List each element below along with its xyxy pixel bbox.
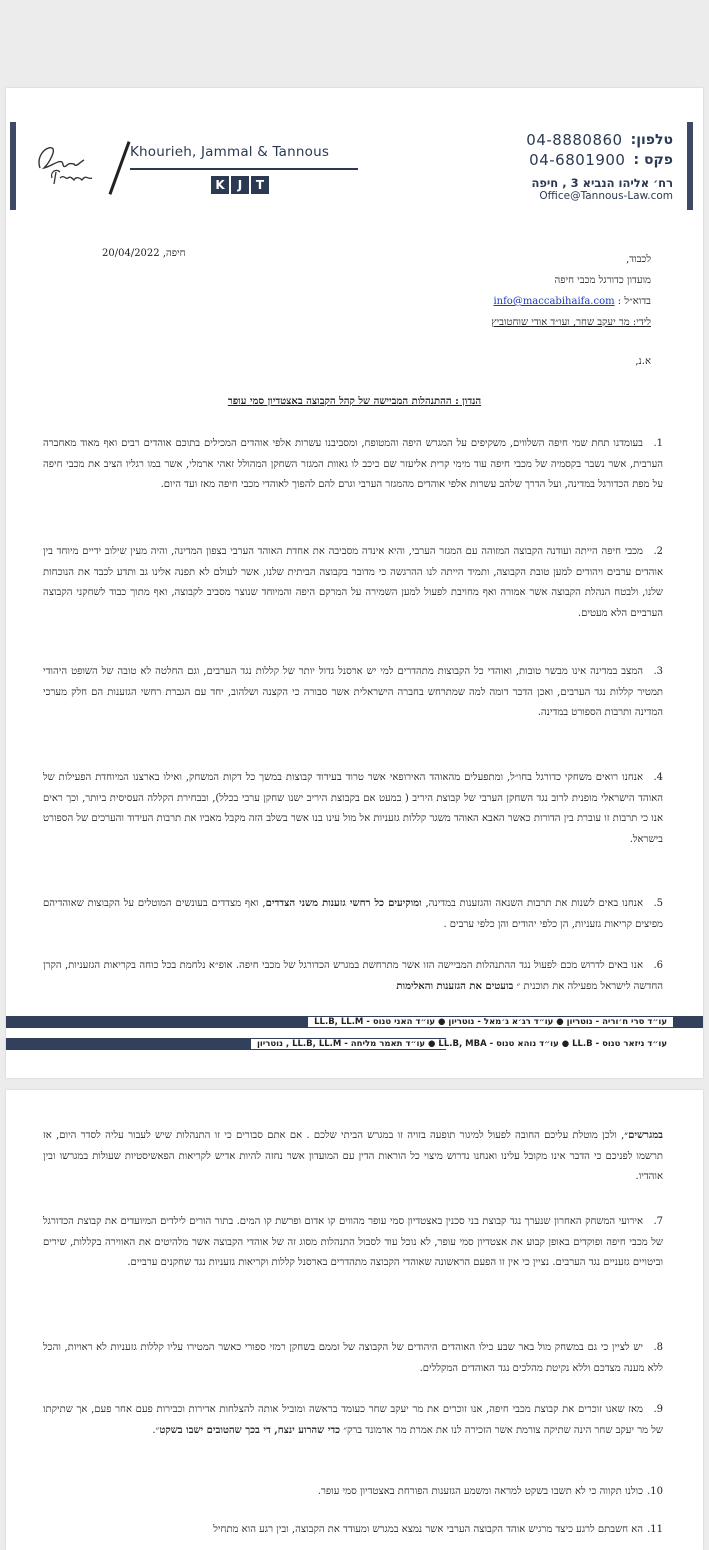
letter-subject: הנדון : ההתנהלות המביישה של קהל הקבוצה באצטדיון סמי עופר bbox=[227, 396, 482, 407]
paragraph-number: 11. bbox=[647, 1524, 663, 1535]
paragraph-text: הא חשבתם לרגע כיצד מרגיש אוהד הקבוצה הערבי אשר נמצא במגרש ומעודד את הקבוצה, ובין רגע הוא מתחיל bbox=[213, 1524, 643, 1535]
paragraph-number: 8. bbox=[653, 1342, 663, 1353]
recipient-attention: לידי: מר יעקב שחר, ועו״ד אודי שוחטוביץ bbox=[491, 317, 651, 328]
monogram-letter-k: K bbox=[211, 176, 229, 194]
paragraph-text: יש לציין כי גם במשחק מול באר שבע כילו האוהדים היהודים של הקבוצה של זממם בשחקן רמזי ספורי כאשר המטירו עליו קללות גזעניות לא ראויות, והכל ללא מענה מצדכם וללא נקיטת מהלכים נגד האוהדים המקללים. bbox=[43, 1342, 663, 1374]
paragraph-number: 5. bbox=[653, 898, 663, 909]
letterhead-left-bar bbox=[10, 122, 16, 210]
paragraph-number: 7. bbox=[653, 1216, 663, 1227]
firm-name: Khourieh, Jammal & Tannous bbox=[130, 144, 330, 160]
firm-name-underline bbox=[130, 168, 358, 170]
letter-page-2 bbox=[6, 1090, 703, 1550]
paragraph-text: מאז שאנו זוכרים את קבוצת מכבי חיפה, אנו זוכרים את מר יעקב שחר כעומד בראשה ומוביל אותה להצלחות אדירות וכבירות פעם אחר פעם, אך שתיקתו של מר יעקב שחר הינה שתיקה צורמת אשר הזכירה לנו את אמרת מר אדמונד ברק״ bbox=[43, 1404, 663, 1436]
paragraph-2 bbox=[43, 542, 663, 624]
paragraph-9 bbox=[43, 1400, 663, 1441]
paragraph-text: ״. bbox=[152, 1424, 160, 1436]
fax-label: פקס : bbox=[633, 152, 673, 168]
paragraph-5 bbox=[43, 894, 663, 935]
office-address: רח׳ אליהו הנביא 3 , חיפה bbox=[531, 176, 673, 190]
recipient-club: מועדון כדורגל מכבי חיפה bbox=[554, 275, 651, 286]
recipient-email-label: בדוא״ל : bbox=[617, 296, 651, 307]
paragraph-text: , ואף מצדדים בעונשים המוטלים על הקבוצות שאוהדיהם מפיצים קריאות גזעניות, הן כלפי יהודים והן כלפי ערבים . bbox=[43, 898, 663, 930]
phone-label: טלפון: bbox=[630, 132, 673, 148]
paragraph-text: אירועי המשחק האחרון שנערך נגד קבוצת בני סכנין באצטדיון סמי עופר מהווים קו אדום ופרשת קו המים. בתור הורים לילדים המיועדים את קבוצת הכדורגל של מכבי חיפה ופוקדים באופן קבוע את אצטדיון סמי עופר, לא נוכל עוד לסבול התנהלות מסוג זה של אוהדי הקבוצה אשר מלהיטים את האווירה בקללות, שירים וביטויים גזעניים נגד הערבים. נציין כי אין זו הפעם הראשונה שאוהדי הקבוצה מתהדרים בארסנל קללות וקריאות גזעניות נגד שחקנים ערביים. bbox=[43, 1216, 663, 1268]
monogram-letter-t: T bbox=[251, 176, 269, 194]
paragraph-10 bbox=[43, 1482, 663, 1503]
paragraph-text-bold: בועטים את הגזענות והאלימות bbox=[396, 980, 514, 992]
phone-row bbox=[526, 130, 673, 150]
letterhead-right-bar bbox=[687, 122, 693, 210]
fax-row bbox=[526, 150, 673, 170]
paragraph-text: אנחנו רואים משחקי כדורגל בחו״ל, ומתפעלים מהאוהד האירופאי אשר טרוד בעידוד קבוצות במשך כל דקות המשחק, ואילו בארצנו המיוחדת הפעילות של האוהד הישראלי מופנית לרוב נגד השחקן הערבי של קבוצת היריב ( במעט אם בקבוצת היריב ישנו שחקן ערבי בכלל), ובבחירת הקללה העסיסית ביותר, וכך ראים אנו כי תרבות זו עוברת בין הדורות כאשר האבא האוהד משגר קללות גזעניות אל מול עינו בנו אשר בשלב הזה מקבל מאביו את תרבות העידוד והערכים של הספורט בישראל. bbox=[43, 772, 663, 845]
recipient-email-link[interactable]: info@maccabihaifa.com bbox=[493, 296, 615, 307]
paragraph-number: 2. bbox=[653, 546, 663, 557]
paragraph-text: אנחנו באים לשנות את תרבות השנאה והגזענות במדינה, bbox=[421, 898, 643, 909]
continuation-text: , ולכן מוטלת עליכם החובה לפעול למיגור תופעה בזויה זו במגרש הביתי שלכם . אם אתם סבורים כי זו התנהלות שיש לעבור עליה לסדר היום, אז תרשמו לפניכם כי הדבר אינו מקובל עלינו ואנחנו נדרוש מיצוי כל הוראות הדין עם המועדון אשר נחזה להיות אדיש לקריאות הפאשיסטיות שעולות במגרשו ובין אוהדיו. bbox=[43, 1130, 663, 1182]
paragraph-text-bold: ומוקיעים כל רחשי גזענות משני הצדדים bbox=[265, 898, 422, 909]
paragraph-number: 4. bbox=[653, 772, 663, 783]
paragraph-text: בעומדנו תחת שמי חיפה השלווים, משקיפים על המגרש היפה והמטופח, ומסביבנו עשרות אלפי אוהדים המכילים בתוכם אוהדים רבים ואף מאוד מאחברה הערבית, אשר נשבר בקסמיה של מכבי חיפה עוד מימי קרית אליעזר שם כיכב לו גאוות המגזר השחקן המהולל זאהי ארמלי, אשר במו רגליו הציב את מכבי חיפה על מפת הכדורגל במדינה, ועל הדרך שלהב עשרות אלפי אוהדים מהמגזר הערבי וגרם להם להפוך לאוהדי מכבי חיפה מאז ועד היום. bbox=[43, 438, 663, 490]
paragraph-number: 1. bbox=[653, 438, 663, 449]
fax-number: 04-6801900 bbox=[529, 151, 626, 169]
recipient-greeting: לכבוד, bbox=[626, 254, 651, 265]
paragraph-4 bbox=[43, 768, 663, 850]
letter-date: חיפה, 20/04/2022 bbox=[102, 248, 186, 259]
office-email: Office@Tannous-Law.com bbox=[539, 190, 673, 202]
paragraph-number: 9. bbox=[653, 1404, 663, 1415]
letter-page-1 bbox=[6, 88, 703, 1078]
salutation: א.נ, bbox=[635, 356, 651, 367]
paragraph-text: אנו באים לדרוש מכם לפעול נגד ההתנהלות המביישה הזו אשר מתרחשת במגרש הכדורגל של מכבי חיפה. אופ״א נלחמת בכל כוחה בקריאות הגזעניות, הקרן החדשה לישראל מפעילה את תוכנית ״ bbox=[43, 960, 663, 992]
paragraph-7 bbox=[43, 1212, 663, 1274]
footer-lawyers-row-1: עו״ד סרי ח׳וריה - נוטריון ● עו״ד רג׳א ג׳מאל - נוטריון ● עו״ד האני טנוס - LL.B, LL.M bbox=[308, 1017, 673, 1027]
firm-monogram bbox=[211, 176, 269, 194]
paragraph-1 bbox=[43, 434, 663, 496]
continuation-paragraph bbox=[43, 1126, 663, 1188]
paragraph-text: כולנו תקווה כי לא תשבו בשקט למראה ומשמע הגזענות הפורחת באצטדיון סמי עופר. bbox=[317, 1486, 643, 1497]
paragraph-number: 6. bbox=[653, 960, 663, 971]
paragraph-text: מכבי חיפה הייתה ועודנה הקבוצה המזוהה עם המגזר הערבי, והיא אינדה מסביבה את אחדת האוהד הערבי בצפון המדינה, והיה מעין שילוב ידיים מיוחד בין אוהדים ערבים ויהודים למען טובת הקבוצה, ותמיד הייתה לנו ההרגשה כי מדובר בקבוצה הביתית שלנו, אשר לעולם לא תפנה אלינו גב ותדע לכבד את הנוכחות שלנו, ולבטח הנהלת הקבוצה אשר אמורה ואף מחויבת לפעול למען השמירה על המרקם היפה והמיוחד שנוצר מסביב לקבוצה, ואף מתוך כבוד לשחקני הקבוצה הערביים הלא מעטים. bbox=[43, 546, 663, 619]
continuation-bold: במגרשים״ bbox=[624, 1130, 663, 1141]
monogram-letter-j: J bbox=[231, 176, 249, 194]
recipient-block bbox=[131, 250, 651, 373]
recipient-email-row bbox=[131, 292, 651, 313]
paragraph-text-bold: כדי שהרוע ינצח, די בכך שהטובים ישבו בשקט bbox=[159, 1424, 341, 1436]
paragraph-6 bbox=[43, 956, 663, 997]
phone-number: 04-8880860 bbox=[526, 131, 623, 149]
spacer bbox=[131, 334, 651, 352]
footer-lawyers-row-2: עו״ד ניזאר טנוס - LL.B ● עו״ד נוהא טנוס - LL.B, MBA ● עו״ד תאמר מליחה - LL.B, LL.M , נוטריון bbox=[251, 1039, 673, 1049]
paragraph-8 bbox=[43, 1338, 663, 1379]
paragraph-text: המצב במדינה אינו מבשר טובות, ואוהדי כל הקבוצות מתהדרים למי יש ארסנל גדול יותר של קללות נגד הערבים, וגם החלטה לא טובה של השופט היהודי תמטיר קללות נגד הערבים, ואכן הדבר דומה למה שמתרחש בחברה הישראלית אשר סבורה כי הקצנה ושלהוב, יחד עם הגברת רחשי הגזענות הם חלק מערכי המדינה ותרבות הספורט במדינה. bbox=[43, 666, 663, 718]
paragraph-3 bbox=[43, 662, 663, 724]
law-firm-signature-logo bbox=[32, 138, 112, 186]
letterhead-contact bbox=[526, 130, 673, 202]
paragraph-number: 3. bbox=[653, 666, 663, 677]
paragraph-number: 10. bbox=[647, 1486, 663, 1497]
paragraph-11 bbox=[43, 1520, 663, 1541]
